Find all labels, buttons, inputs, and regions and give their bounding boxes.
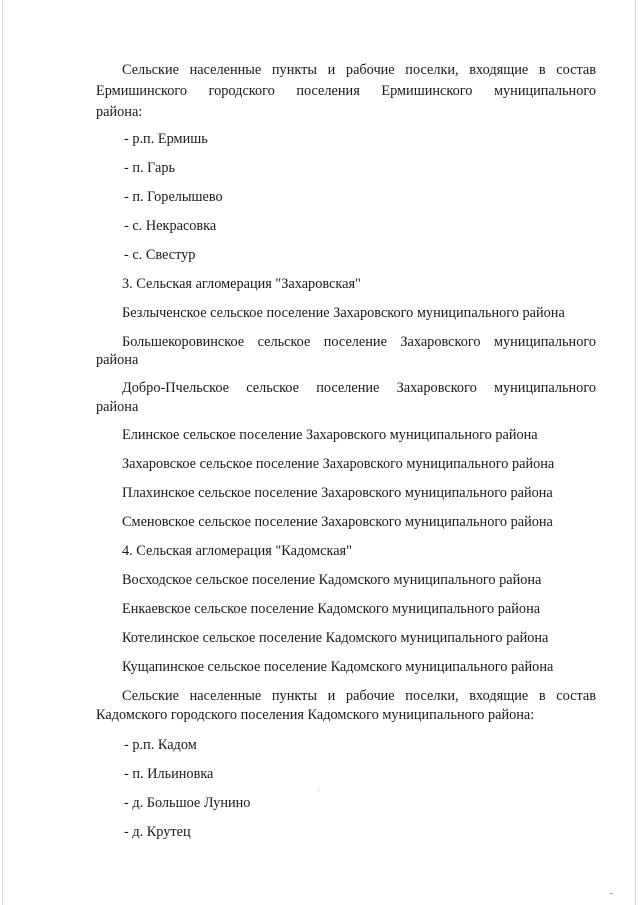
paragraph-line: Ермишинского городского поселения Ермишинского муниципального (96, 83, 596, 99)
list-item: - д. Большое Лунино (124, 795, 251, 811)
list-item: - п. Ильиновка (124, 766, 214, 782)
list-item: - р.п. Кадом (124, 737, 197, 753)
settlement-line: Большекоровинское сельское поселение Захаровского муниципального (122, 334, 596, 350)
list-item: - с. Свестур (124, 247, 196, 263)
settlement-line: Безлыченское сельское поселение Захаровского муниципального района (122, 305, 565, 321)
paragraph-line: Сельские населенные пункты и рабочие поселки, входящие в состав (122, 688, 596, 704)
settlement-line: Кущапинское сельское поселение Кадомского муниципального района (122, 659, 554, 675)
paragraph-line: Сельские населенные пункты и рабочие поселки, входящие в состав (122, 62, 596, 78)
list-item: - д. Крутец (124, 824, 191, 840)
settlement-line: Елинское сельское поселение Захаровского муниципального района (122, 427, 538, 443)
settlement-line: Сменовское сельское поселение Захаровского муниципального района (122, 514, 553, 530)
settlement-line: района (96, 352, 139, 368)
settlement-line: Котелинское сельское поселение Кадомского муниципального района (122, 630, 549, 646)
settlement-line: Плахинское сельское поселение Захаровского муниципального района (122, 485, 553, 501)
scan-speck (318, 790, 319, 791)
paragraph-line: Кадомского городского поселения Кадомского муниципального района: (96, 707, 535, 723)
settlement-line: Енкаевское сельское поселение Кадомского муниципального района (122, 601, 541, 617)
list-item: - р.п. Ермишь (124, 131, 208, 147)
scan-speck (610, 893, 613, 894)
settlement-line: Захаровское сельское поселение Захаровского муниципального района (122, 456, 555, 472)
list-item: - п. Горелышево (124, 189, 223, 205)
settlement-line: района (96, 399, 139, 415)
scan-edge-left (2, 0, 3, 905)
list-item: - п. Гарь (124, 160, 176, 176)
section-heading: 3. Сельская агломерация "Захаровская" (122, 276, 361, 292)
list-item: - с. Некрасовка (124, 218, 217, 234)
settlement-line: Добро-Пчельское сельское поселение Захаровского муниципального (122, 380, 596, 396)
scan-edge-right (635, 0, 636, 905)
settlement-line: Восходское сельское поселение Кадомского муниципального района (122, 572, 542, 588)
paragraph-line: района: (96, 104, 143, 120)
section-heading: 4. Сельская агломерация "Кадомская" (122, 543, 352, 559)
